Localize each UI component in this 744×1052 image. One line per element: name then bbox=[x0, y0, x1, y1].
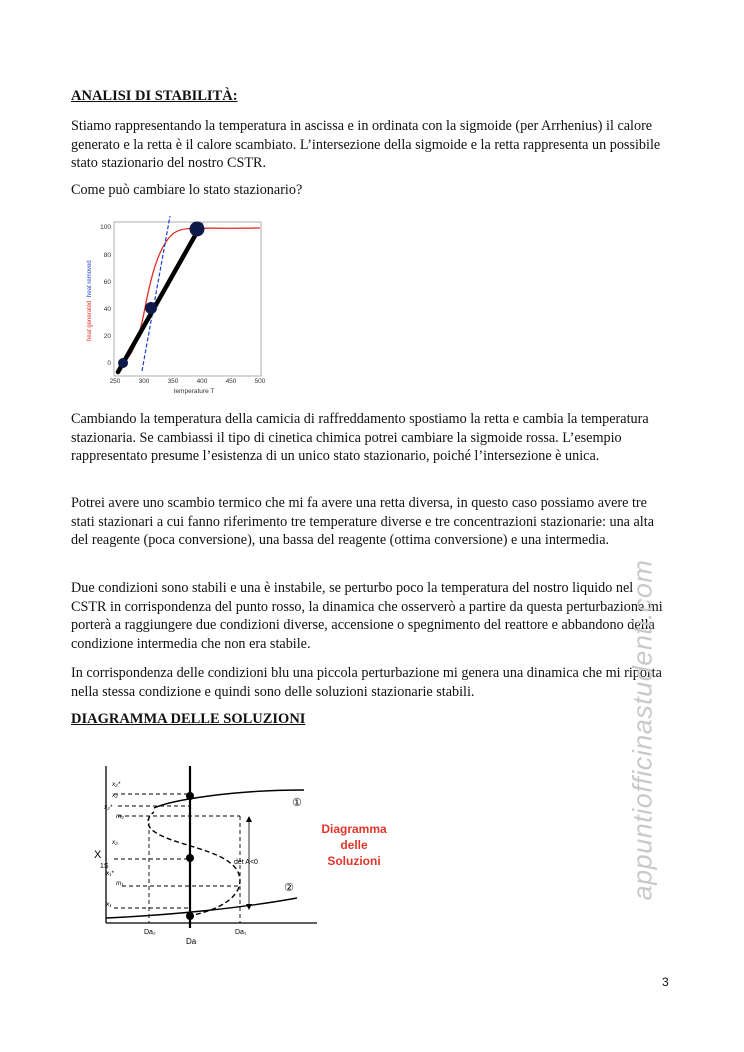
steady-state-middle bbox=[145, 302, 157, 314]
y-tick-100: 100 bbox=[100, 224, 111, 231]
y-tick-20: 20 bbox=[103, 333, 111, 340]
y-tick-60: 60 bbox=[103, 279, 111, 286]
x-label-da: Da bbox=[186, 937, 197, 946]
det-label: det A<0 bbox=[234, 859, 258, 866]
y-label-removed: heat removed bbox=[87, 260, 93, 297]
paragraph-three-states: Potrei avere uno scambio termico che mi fa avere una retta diversa, in questo caso possiamo avere tre stati stazionari a cui fanno riferimento tre temperature diverse e tre concentrazioni stazionarie: una alta del reagente (poca conversione), una bassa del reagente (ottima conversione) e una intermedia. bbox=[71, 495, 654, 549]
unstable-s-branch bbox=[148, 812, 240, 916]
label-m1: m₁ bbox=[116, 880, 124, 887]
diagram-title bbox=[321, 822, 387, 868]
curve-label-1: ① bbox=[292, 797, 302, 809]
y-axis-label bbox=[87, 260, 93, 341]
label-m2: m₂ bbox=[116, 813, 124, 820]
y-tick-labels bbox=[100, 224, 111, 367]
label-x1: x₁ bbox=[106, 901, 112, 908]
y-tick-40: 40 bbox=[103, 306, 111, 313]
paragraph-intro: Stiamo rappresentando la temperatura in ascissa e in ordinata con la sigmoide (per Arrhenius) il calore generato e la retta è il calore scambiato. L’intersezione della sigmoide e la retta rappresenta un possibile stato stazionario del nostro CSTR. bbox=[71, 118, 661, 172]
steady-state-low bbox=[118, 358, 128, 368]
y-axis-symbol: X bbox=[94, 849, 102, 861]
lower-branch-curve bbox=[106, 898, 297, 918]
label-x2-star: x₂* bbox=[112, 781, 121, 788]
y-label-generated: heat generated bbox=[87, 300, 93, 341]
diagram-title-line2: delle bbox=[340, 838, 368, 852]
x-axis-label: temperature T bbox=[173, 388, 215, 395]
section-heading-diagram: DIAGRAMMA DELLE SOLUZIONI bbox=[71, 711, 306, 727]
solution-diagram bbox=[92, 748, 402, 953]
paragraph-jacket-temperature: Cambiando la temperatura della camicia di raffreddamento spostiamo la retta e cambia la temperatura stazionaria. Se cambiassi il tipo di cinetica chimica potrei cambiare la sigmoide rossa. L’esempio rappresentato presume l’esistenza di un unico stato stazionario, poiché l’intersezione è unica. bbox=[71, 411, 649, 465]
watermark-text: appuntiofficinastudenti.com bbox=[627, 559, 658, 901]
x-tick-labels bbox=[110, 378, 266, 385]
label-x2-star-b: x₂* bbox=[104, 804, 113, 811]
curve-label-2: ② bbox=[284, 882, 294, 894]
guide-lines bbox=[114, 794, 240, 923]
paragraph-stability: Due condizioni sono stabili e una è instabile, se perturbo poco la temperatura del nostro liquido nel CSTR in corrispondenza del punto rosso, la dinamica che osserverò a partire da questa perturbazione mi porterà a raggiungere due condizioni diverse, accensione o spegnimento del reattore e abbandono della condizione intermedia che non era stabile. bbox=[71, 580, 663, 652]
steady-state-high bbox=[190, 222, 205, 237]
det-arrow-head-up bbox=[246, 816, 252, 822]
diagram-title-line1: Diagramma bbox=[321, 822, 387, 836]
heat-removed-line bbox=[142, 216, 170, 371]
label-x2: x₂ bbox=[112, 792, 118, 799]
x-tick-300: 300 bbox=[138, 378, 150, 385]
upper-branch-curve bbox=[154, 790, 304, 808]
heat-balance-chart bbox=[84, 213, 274, 398]
solution-point-high bbox=[186, 792, 194, 800]
x-tick-400: 400 bbox=[196, 378, 208, 385]
solution-point-middle bbox=[186, 854, 194, 862]
section-heading-stability: ANALISI DI STABILITÀ: bbox=[71, 88, 238, 104]
solution-point-low bbox=[186, 912, 194, 920]
thick-operating-line bbox=[118, 225, 201, 372]
y-tick-80: 80 bbox=[103, 252, 111, 259]
page-number: 3 bbox=[662, 975, 669, 989]
x-tick-350: 350 bbox=[167, 378, 179, 385]
paragraph-question: Come può cambiare lo stato stazionario? bbox=[71, 182, 303, 198]
x-tick-250: 250 bbox=[109, 378, 121, 385]
label-x2-mid: x₂ bbox=[112, 839, 118, 846]
paragraph-blue-conditions: In corrispondenza delle condizioni blu una piccola perturbazione mi genera una dinamica che mi riporta nella stessa condizione e quindi sono delle soluzioni stazionarie stabili. bbox=[71, 665, 662, 700]
diagram-title-line3: Soluzioni bbox=[327, 854, 381, 868]
x-tick-500: 500 bbox=[254, 378, 266, 385]
det-arrow-head-down bbox=[246, 904, 252, 910]
label-x1-star: x₁* bbox=[106, 870, 114, 877]
y-tick-0: 0 bbox=[107, 360, 111, 367]
x-tick-450: 450 bbox=[225, 378, 237, 385]
x-label-da1: Da₁ bbox=[235, 929, 247, 936]
x-label-da2: Da₂ bbox=[144, 929, 156, 936]
y-axis-subscript: 1S bbox=[100, 863, 109, 870]
